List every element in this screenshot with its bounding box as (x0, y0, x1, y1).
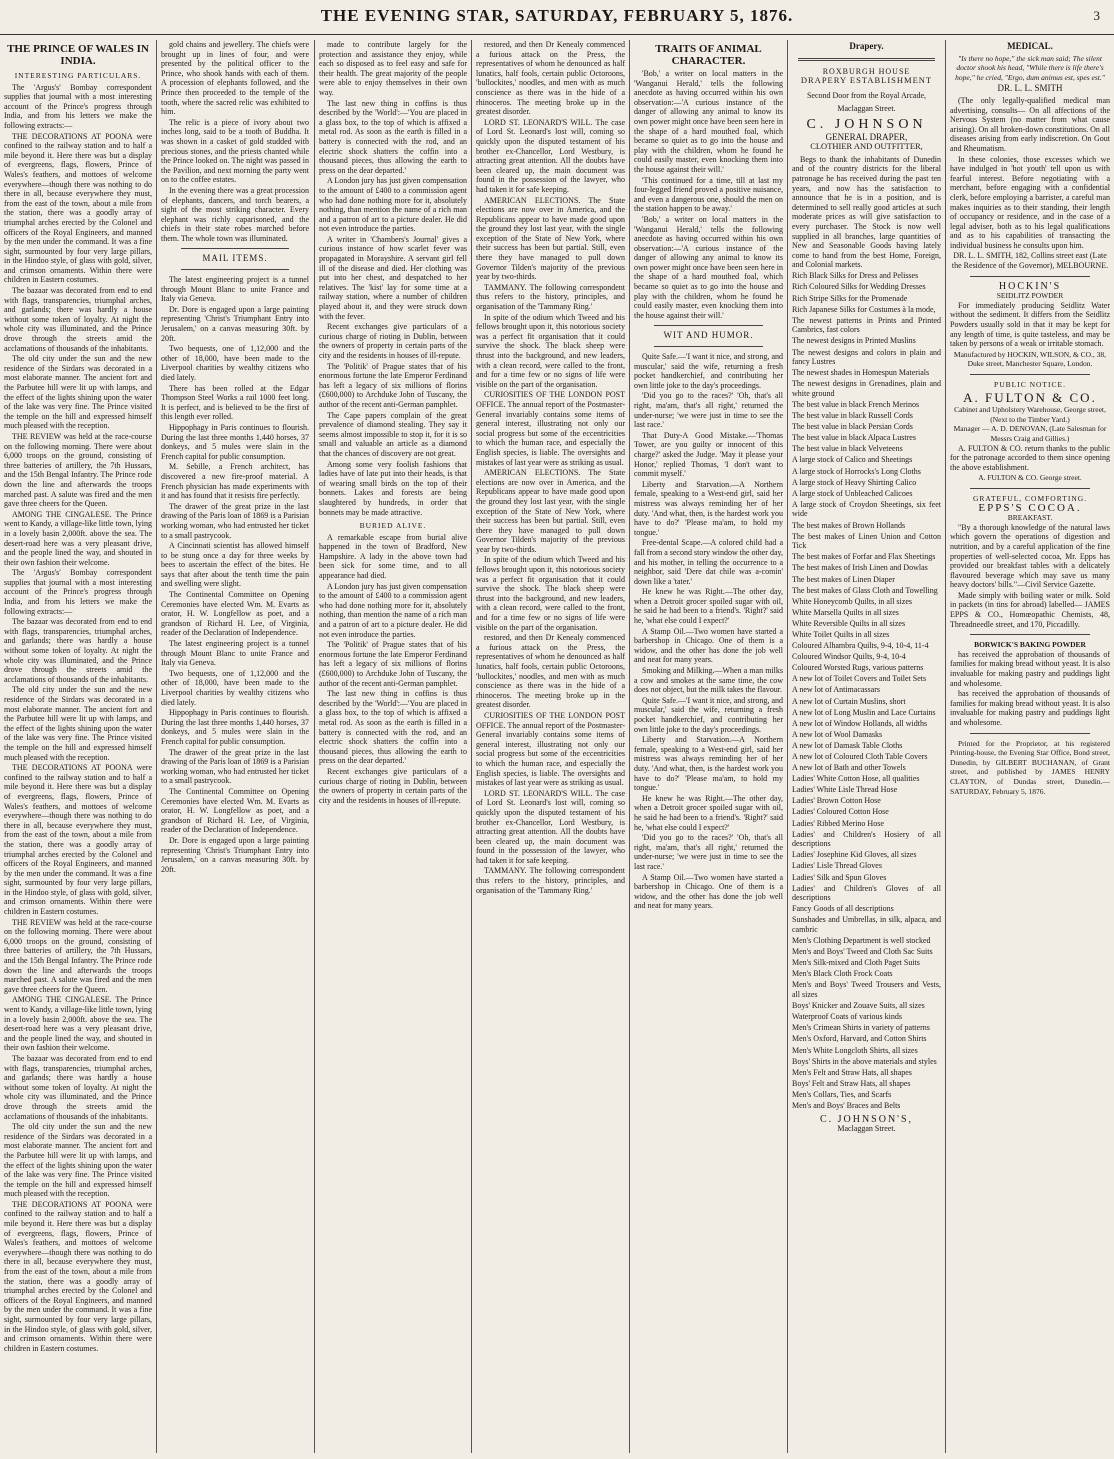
trade-line-2: CLOTHIER AND OUTFITTER, (810, 141, 923, 152)
paragraph: restored, and then Dr Kenealy commenced a furious attack on the Press, the representatives of whom he denounced as half lunatics, half fools, certain public Octoroons, 'bullockites,' noodles, and men with as much conscience as there was in the hide of a rhinoceros. The meeting broke up in the greatest disorder. (476, 40, 625, 117)
mail-item: M. Sebille, a French architect, has discovered a new fire-proof material. A French physician has made experiments with it and has found that it resists fire perfectly. (161, 462, 309, 501)
goods-item: The best value in black Velveteens (792, 444, 903, 454)
cocoa-heading: GRATEFUL, COMFORTING. (972, 493, 1088, 503)
mail-item: Dr. Dore is engaged upon a large painting representing 'Christ's Triumphant Entry into Jerusalem,' on a canvas measuring 30ft. by 20ft. (161, 835, 309, 874)
goods-list (792, 271, 941, 1110)
column-medical-notices (950, 40, 1110, 1453)
goods-item: The best makes of Linen Diaper (792, 574, 895, 584)
mail-item: Hippophagy in Paris continues to flourish. During the last three months 1,440 horses, 37 donkeys, and 5 mules were slain in the French capital for public consumption. (161, 708, 309, 746)
footer-name: C. JOHNSON'S, (819, 1113, 914, 1125)
goods-item: Ladies' Silk and Spun Gloves (792, 872, 887, 882)
paragraph: A remarkable escape from burial alive happened in the town of Bradford, New Hampshire. A lady in the above town had been sick for some time, and to all appearance had died. (319, 532, 467, 581)
mail-item: Two bequests, one of 1,12,000 and the other of 18,000, have been made to the Liverpool charities by wealthy citizens who died lately. (161, 668, 309, 707)
goods-item: The best makes of Glass Cloth and Towelling (792, 585, 938, 595)
goods-item: The newest patterns in Prints and Printed Cambrics, fast colors (792, 315, 941, 335)
goods-item: Men's and Boys' Tweed and Cloth Sac Suits (792, 947, 933, 957)
paragraph: 'This continued for a time, till at last my four-legged friend proved a positive nuisance, and even a dangerous one, should the men on the station happen to be away.' (634, 175, 783, 214)
paragraph: The relic is a piece of ivory about two inches long, said to be a tooth of Buddha. It was shown in a casket of gold studded with precious stones, and the priests chanted while the Prince looked on. The night was passed in the Pavilion, and next morning the party went on to the coffee estates. (161, 117, 309, 185)
cocoa-subtitle: BREAKFAST. (1007, 513, 1053, 523)
goods-item: A new lot of Window Hollands, all widths (792, 718, 928, 728)
mail-item: Two bequests, one of 1,12,000 and the other of 18,000, have been made to the Liverpool charities by wealthy citizens who died lately. (161, 344, 309, 382)
goods-item: The best value in black Russell Cords (792, 411, 913, 421)
goods-item: A large stock of Calico and Sheetings (792, 455, 913, 465)
goods-item: Boys' Felt and Straw Hats, all shapes (792, 1078, 911, 1088)
divider (970, 634, 1090, 635)
paragraph: The 'Politik' of Prague states that of his enormous fortune the late Emperor Ferdinand has left a legacy of six millions of florins (£600,000) to Archduke John of Tuscany, the author of the recent anti-German pamphlet. (319, 361, 467, 409)
paragraph: A London jury has just given compensation to the amount of £400 to a commission agent who had done nothing more for it, absolutely nothing, than mention the name of a rich man and a patron of art to a picture dealer. He did not even introduce the parties. (319, 176, 467, 234)
goods-item: A large stock of Croydon Sheetings, six feet wide (792, 499, 941, 519)
divider (654, 325, 763, 326)
goods-item: Men's Black Cloth Frock Coats (792, 969, 893, 979)
paragraph: made to contribute largely for the protection and assistance they enjoy, while each so disposed as to feel easy and safe for their health. The great majority of the people were able to enjoy themselves in their own way. (319, 40, 467, 97)
goods-item: Men's Silk-mixed and Cloth Paget Suits (792, 958, 920, 968)
paragraph: 'Bob,' a writer on local matters in the 'Wanganui Herald,' tells the following anecdote as having occurred within his own observation:—'A curious instance of the danger of allowing any animal to know its own power might once have been seen here in the shape of a hard mouthed foal, which became so quiet as to go into the house and play with the children, whom he found he could easily master, even knocking them into the house against their will.' (634, 69, 783, 174)
paragraph: THE DECORATIONS AT POONA were confined to the railway station and to half a mile beyond it. Here there was but a display of evergreens, flags, flowers, Prince of Wales's feathers, and mottoes of welcome everywhere—though there was nothing to do there in all, because everywhere they must, from the east of the town, about a mile from the station, there was a goodly array of triumphal arches erected by the Colonel and officers of the Royal Engineers, and manned by the men under the command. It was a fine sight, surmounted by four very large pillars, in the Hindoo style, of glass with gold, silver, and crimson ornaments. Within there were children in Eastern costumes. (4, 1199, 152, 1353)
shop-street: Maclaggan Street. (837, 104, 896, 114)
divider (970, 733, 1090, 734)
joke: Free-dental Scape.—A colored child had a fall from a second story window the other day, and his mother, in telling the occurrence to a neighbor, said 'Dere dat chile was a-comin' down like a 'tater.' (634, 538, 783, 586)
goods-item: Coloured Alhambra Quilts, 9-4, 10-4, 11-4 (792, 641, 929, 651)
mail-item: The drawer of the great prize in the last drawing of the Paris loan of 1869 is a Parisian working woman, who had entrusted her ticket to a small pastrycook. (161, 501, 309, 540)
goods-item: Ladies' Brown Cotton Hose (792, 796, 881, 806)
paragraph: 'Bob,' a writer on local matters in the 'Wanganui Herald,' tells the following anecdote as having occurred within his own observation:—'A curious instance of the danger of allowing any animal to know its own power might once have been seen here in the shape of a hard mouthed foal, which became so quiet as to go into the house and play with the children, whom he found he could easily master, even knocking them into the house against their will.' (634, 214, 783, 320)
goods-item: Men's White Longcloth Shirts, all sizes (792, 1045, 918, 1055)
doctor-name: DR. L. L. SMITH (997, 83, 1063, 94)
column-mail-items (161, 40, 309, 1453)
paragraph: In spite of the odium which Tweed and his fellows brought upon it, this notorious society was a perfect fit organisation that it could survive the shock. The black sheep were thrust into the background, and new leaders, with a clean record, were called to the front, and for a time few or no signs of life were visible on the part of the organisation. (476, 312, 625, 389)
page-number: 3 (1093, 8, 1100, 23)
column-rule (156, 40, 157, 1453)
doctor-address: DR. L. L. SMITH, 182, Collins street east (Late the Residence of the Governor), MELBOURNE. (951, 251, 1109, 271)
hockin-maker: Manufactured by HOCKIN, WILSON, & CO., 38, Duke street, Manchester Square, London. (953, 349, 1107, 369)
goods-item: A large stock of Heavy Shirting Calico (792, 477, 917, 487)
paragraph: AMONG THE CINGALESE. The Prince went to Kandy, a village-like little town, lying in a lovely basin 2,000ft. above the sea. The desert-road here was a very pleasant drive, and the people lined the way, and shouted in their own fashion their welcome. (4, 995, 152, 1053)
goods-item: A large stock of Unbleached Calicoes (792, 488, 913, 498)
goods-item: A new lot of Antimacassars (792, 685, 880, 695)
goods-item: A new lot of Damask Table Cloths (792, 740, 903, 750)
borwick-text: has received the approbation of thousands of families for making bread without yeast. It is also invaluable for making pastry and puddings light and wholesome. (950, 649, 1110, 688)
goods-item: The best makes of Linen Union and Cotton Tick (792, 531, 941, 551)
goods-item: Sunshades and Umbrellas, in silk, alpaca, and cambric (792, 915, 941, 934)
goods-item: Ladies' Coloured Cotton Hose (792, 807, 889, 817)
goods-item: Boys' Knicker and Zouave Suits, all sizes (792, 1001, 925, 1011)
goods-item: A large stock of Horrocks's Long Cloths (792, 466, 921, 476)
doctor-description: (The only legally-qualified medical man advertising, consults— On all affections of the Nervous System (no matter from what cause arising). On all broken-down constitutions. On all diseases arising from early indiscretion. On Gout and Rheumatism. (950, 95, 1110, 153)
paragraph: LORD ST. LEONARD'S WILL. The case of Lord St. Leonard's lost will, coming so quickly upon the disputed testament of his brother ex-Chancellor, Lord Westbury, is attracting great attention. All the doubts have been cleared up, the main document was found in the possession of the lawyer, who had taken it for safe keeping. (476, 788, 625, 865)
goods-item: The best makes of Forfar and Flax Sheetings (792, 552, 936, 562)
borwick-text: has received the approbation of thousands of families for making bread without yeast. It is also invaluable for making pastry and puddings light and wholesome. (950, 689, 1110, 727)
goods-item: Rich Coloured Silks for Wedding Dresses (792, 282, 926, 292)
paragraph: restored, and then Dr Kenealy commenced a furious attack on the Press, the representatives of whom he denounced as half lunatics, half fools, certain public Octoroons, 'bullockites,' noodles, and men with as much conscience as there was in the hide of a rhinoceros. The meeting broke up in the greatest disorder. (476, 633, 625, 710)
mail-item: Dr. Dore is engaged upon a large painting representing 'Christ's Triumphant Entry into Jerusalem,' on a canvas measuring 30ft. by 20ft. (161, 304, 309, 343)
goods-item: Ladies' White Lisle Thread Hose (792, 785, 898, 795)
goods-item: The newest shades in Homespun Materials (792, 368, 930, 378)
column-rule (471, 40, 472, 1453)
column-prince-of-wales (4, 40, 152, 1453)
goods-item: Ladies' and Children's Hosiery of all descriptions (792, 829, 941, 849)
shop-address: Second Door from the Royal Arcade, (806, 90, 927, 100)
goods-item: Ladies' Ribbed Merino Hose (792, 818, 884, 828)
paragraph: THE REVIEW was held at the race-course on the following morning. There were about 6,000 troops on the ground, consisting of three batteries of artillery, the 7th Hussars, and the 15th Bengal Infantry. The Prince rode down the line and afterwards the troops marched past. A salute was fired and the men gave three cheers for the Queen. (4, 431, 152, 509)
mail-item: The latest engineering project is a tunnel through Mount Blanc to unite France and Italy via Geneva. (161, 639, 309, 668)
paragraph: Among some very foolish fashions that ladies have of late put into their heads, is that of wearing small birds on the top of their bonnets. Lakes and forests are being slaughtered by hundreds, in order that bonnets may be made attractive. (319, 459, 467, 517)
trade-line-1: GENERAL DRAPER, (825, 131, 908, 142)
goods-item: The newest designs in Grenadines, plain and white ground (792, 379, 941, 398)
joke: Quite Safe.—'I want it nice, and strong, and muscular,' said the wife, returning a fresh pocket handkerchief, and contributing her own little joke to the day's proceedings. (634, 695, 783, 734)
paragraph: CURIOSITIES OF THE LONDON POST OFFICE. The annual report of the Postmaster-General invariably contains some items of general interest, illustrating not only our social progress but some of the eccentricities to which the human race, and especially the English species, is liable. The oversights and mistakes of last year were as striking as usual. (476, 710, 625, 788)
goods-item: Rich Japanese Silks for Costumes à la mode, (792, 304, 936, 314)
column-news-2 (476, 40, 625, 1453)
article-subtitle: INTERESTING PARTICULARS. (14, 71, 142, 80)
goods-item: Men's and Boys' Braces and Belts (792, 1101, 901, 1110)
goods-item: Men's and Boys' Tweed Trousers and Vests, all sizes (792, 980, 941, 1000)
paragraph: AMERICAN ELECTIONS. The State elections are now over in America, and the Republicans appear to have made good upon the ground they lost last year, with the single exception of the State of New York, where their success has been but partial. Still, even there they have managed to pull down Governor Tilden's majority of the previous year by two-thirds. (476, 195, 625, 282)
mail-item: Hippophagy in Paris continues to flourish. During the last three months 1,440 horses, 37 donkeys, and 5 mules were slain in the French capital for public consumption. (161, 422, 309, 461)
goods-item: Coloured Windsor Quilts, 9-4, 10-4 (792, 652, 906, 662)
article-title: THE PRINCE OF WALES IN INDIA. (7, 43, 149, 67)
paragraph: The bazaar was decorated from end to end with flags, transparencies, triumphal arches, and garlands; there was hardly a house without some token of loyalty. At night the whole city was illuminated, and the Prince drove through the streets amid the acclamations of thousands of the inhabitants. (4, 286, 152, 353)
divider (970, 488, 1090, 489)
goods-item: Men's Felt and Straw Hats, all shapes (792, 1067, 912, 1077)
divider (798, 58, 935, 61)
paragraph: The Cape papers complain of the great prevalence of diamond stealing. They say it seems almost impossible to stop it, for it is so small and valuable an article as a diamond that the chances of discovery are not great. (319, 410, 467, 458)
divider (181, 269, 289, 270)
section-title: MAIL ITEMS. (202, 253, 268, 264)
joke: Liberty and Starvation.—A Northern female, speaking to a West-end girl, said her mistress was always reminding her of her duty. 'And what, then, is the hardest work you have to do?' 'Please ma'am, to hold my tongue.' (634, 735, 783, 793)
joke: Smoking and Milking.—When a man milks a cow and smokes at the same time, the cow does not object, but the milk takes the flavour. (634, 666, 783, 695)
article-title: TRAITS OF ANIMAL CHARACTER. (655, 43, 762, 67)
advert-category: MEDICAL. (1007, 41, 1053, 51)
goods-item: The newest designs and colors in plain and fancy Lustres (792, 347, 941, 367)
goods-item: Fancy Goods of all descriptions (792, 904, 894, 914)
hockin-title: HOCKIN'S (998, 280, 1062, 292)
paragraph: The bazaar was decorated from end to end with flags, transparencies, triumphal arches, and garlands; there was hardly a house without some token of loyalty. At night the whole city was illuminated, and the Prince drove through the streets amid the acclamations of thousands of the inhabitants. (4, 617, 152, 684)
joke: 'Did you go to the races?' 'Oh, that's all right, ma'am, that's all right,' returned the under-nurse; 'we were just in time to see the last race.' (634, 833, 783, 871)
joke: He knew he was Right.—The other day, when a Detroit grocer spoiled sugar with oil, he said he had been to a friend's. 'Right?' said he, 'what else could I expect?' (634, 793, 783, 832)
cocoa-text: "By a thorough knowledge of the natural laws which govern the operations of digestion and nutrition, and by a careful application of the fine properties of well-selected cocoa, Mr. Epps has provided our breakfast tables with a delicately flavoured beverage which may save us many heavy doctors' bills."—Civil Service Gazette. (950, 522, 1110, 590)
notice-title: PUBLIC NOTICE. (994, 380, 1066, 389)
mail-item: The Continental Committee on Opening Ceremonies have elected Wm. M. Evarts as orator, H. W. Longfellow as poet, and a grandson of Richard H. Lee, of Virginia, reader of the Declaration of Independence. (161, 786, 309, 835)
subheading: BURIED ALIVE. (359, 521, 427, 531)
shop-type: DRAPERY ESTABLISHMENT (800, 75, 933, 86)
goods-item: The best makes of Brown Hollands (792, 520, 906, 530)
goods-item: A new lot of Coloured Cloth Table Covers (792, 752, 928, 761)
goods-item: White Toilet Quilts in all sizes (792, 629, 890, 639)
paragraph: In the evening there was a great procession of elephants, dancers, and torch bearers, a sight of the most striking character. Every elephant was richly caparisoned, and the chiefs in their state robes marched before them. The whole town was illuminated. (161, 185, 309, 243)
joke: 'Did you go to the races?' 'Oh, that's all right, ma'am, that's all right,' returned the under-nurse; 'we were just in time to see the last race.' (634, 391, 783, 430)
goods-item: A new lot of Wool Damasks (792, 729, 883, 739)
newspaper-title: THE EVENING STAR, SATURDAY, FEBRUARY 5, 1876. (320, 6, 794, 25)
medical-verse: "Is there no hope," the sick man said; The silent doctor shook his head, "While there is life there's hope," he cried, "Ergo, dum animus est, spes est." (955, 53, 1105, 82)
goods-item: A new lot of Bath and other Towels (792, 763, 906, 773)
paragraph: THE DECORATIONS AT POONA were confined to the railway station and to half a mile beyond it. Here there was but a display of evergreens, flags, flowers, Prince of Wales's feathers, and mottoes of welcome everywhere—though there was nothing to do there in all, because everywhere they must, from the east of the town, about a mile from the station, there was a goodly array of triumphal arches erected by the Colonel and officers of the Royal Engineers, and manned by the men under the command. It was a fine sight, surmounted by four very large pillars, in the Hindoo style, of glass with gold, silver, and crimson ornaments. Within there were children in Eastern costumes. (4, 131, 152, 285)
goods-item: Men's Collars, Ties, and Scarfs (792, 1089, 892, 1099)
paragraph: The bazaar was decorated from end to end with flags, transparencies, triumphal arches, and garlands; there was hardly a house without some token of loyalty. At night the whole city was illuminated, and the Prince drove through the streets amid the acclamations of thousands of the inhabitants. (4, 1053, 152, 1121)
goods-item: Waterproof Coats of various kinds (792, 1012, 902, 1022)
goods-item: Men's Crimean Shirts in variety of patterns (792, 1023, 930, 1033)
paragraph: LORD ST. LEONARD'S WILL. The case of Lord St. Leonard's lost will, coming so quickly upon the disputed testament of his brother ex-Chancellor, Lord Westbury, is attracting great attention. All the doubts have been cleared up, the main document was found in the possession of the lawyer, who had taken it for safe keeping. (476, 117, 625, 194)
goods-item: Men's Clothing Department is well stocked (792, 936, 931, 946)
advert-intro: Begs to thank the inhabitants of Dunedin and of the country districts for the liberal patronage he has received during the past ten years, and now has the satisfaction to announce that he is in a position, and is determined to sell really good articles at such moderate prices as will give satisfaction to every purchaser. The Stock is now well supplied in all branches, large quantities of New and Seasonable Goods having lately come to hand from the best Home, Foreign, and Colonial markets. (792, 154, 941, 270)
goods-item: Ladies' and Children's Gloves of all descriptions (792, 883, 941, 903)
mail-item: A Cincinnati scientist has allowed himself to be stung once a day for three weeks by bees to ascertain the effect of the bites. He says that after about the tenth time the pain and swelling were slight. (161, 541, 309, 589)
proprietor-name: C. JOHNSON (806, 116, 927, 132)
goods-item: Men's Oxford, Harvard, and Cotton Shirts (792, 1034, 927, 1044)
divider (970, 276, 1090, 277)
paragraph: AMERICAN ELECTIONS. The State elections are now over in America, and the Republicans appear to have made good upon the ground they lost last year, with the single exception of the State of New York, where their success has been but partial. Still, even there they have managed to pull down Governor Tilden's majority of the previous year by two-thirds. (476, 468, 625, 554)
column-news (319, 40, 467, 1453)
paragraph: The 'Argus's' Bombay correspondent supplies that journal with a most interesting account of the Prince's progress through India, and from his letters we make the following extracts:— (4, 82, 152, 130)
paragraph: AMONG THE CINGALESE. The Prince went to Kandy, a village-like little town, lying in a lovely basin 2,000ft. above the sea. The desert-road here was a very pleasant drive, and the people lined the way, and shouted in their own fashion their welcome. (4, 509, 152, 567)
paragraph: The 'Argus's' Bombay correspondent supplies that journal with a most interesting account of the Prince's progress through India, and from his letters we make the following extracts:— (4, 568, 152, 616)
masthead (0, 0, 1114, 35)
printer-imprint: Printed for the Proprietor, at his registered Printing-house, the Evening Star Office, Bond street, Dunedin, by GILBERT BUCHANAN, of Grant street, and published by JAMES HENRY CLAYTON, of Dundas street, Dunedin.—SATURDAY, February 5, 1876. (950, 738, 1110, 796)
hockin-subtitle: SEIDLITZ POWDER (996, 291, 1064, 301)
paragraph: The last new thing in coffins is thus described by the 'World':—'You are placed in a glass box, to the top of which is affixed a metal rod. As soon as the earth is filled in a battery is connected with the rod, and an electric shock shatters the coffin into a thousand pieces, thus allowing the earth to press on the dear departed.' (319, 689, 467, 766)
goods-item: The best makes of Irish Linen and Dowlas (792, 563, 928, 573)
paragraph: TAMMANY. The following correspondent thus refers to the history, principles, and organisation of the 'Tammany Ring.' (476, 866, 625, 895)
mail-item: The drawer of the great prize in the last drawing of the Paris loan of 1869 is a Parisian working woman, who had entrusted her ticket to a small pastrycook. (161, 747, 309, 786)
goods-item: Ladies' Lisle Thread Gloves (792, 861, 882, 871)
goods-item: White Marsella Quilts in all sizes (792, 607, 899, 617)
section-title: WIT AND HUMOR. (663, 330, 754, 341)
column-animal-wit (634, 40, 783, 1453)
paragraph: THE REVIEW was held at the race-course on the following morning. There were about 6,000 troops on the ground, consisting of three batteries of artillery, the 7th Hussars, and the 15th Bengal Infantry. The Prince rode down the line and afterwards the troops marched past. A salute was fired and the men gave three cheers for the Queen. (4, 917, 152, 994)
joke: Liberty and Starvation.—A Northern female, speaking to a West-end girl, said her mistress was always reminding her of her duty. 'And what, then, is the hardest work you have to do?' 'Please ma'am, to hold my tongue.' (634, 479, 783, 537)
shop-name: ROXBURGH HOUSE (822, 66, 911, 76)
column-rule (629, 40, 630, 1453)
goods-item: Ladies' White Cotton Hose, all qualities (792, 774, 920, 784)
fulton-manager: Manager — A. D. DENOVAN, (Late Salesman for Messrs Craig and Gillies.) (953, 424, 1107, 443)
goods-item: Rich Stripe Silks for the Promenade (792, 293, 908, 303)
footer-address: Maclaggan Street. (837, 1124, 896, 1134)
goods-item: A new lot of Long Muslin and Lace Curtains (792, 707, 936, 717)
divider (181, 248, 289, 249)
paragraph: A writer in 'Chambers's Journal' gives a curious instance of how scarlet fever was propagated in Morayshire. A servant girl fell ill of the disease and died. Her clothing was put into her chest, and despatched to her relatives. The 'kist' lay for some time at a railway station, where a number of children played about it, and they were struck down with the fever. (319, 234, 467, 321)
paragraph: A London jury has just given compensation to the amount of £400 to a commission agent who had done nothing more for it, absolutely nothing, than mention the name of a rich man and a patron of art to a picture dealer. He did not even introduce the parties. (319, 581, 467, 639)
mail-item: The Continental Committee on Opening Ceremonies have elected Wm. M. Evarts as orator, H. W. Longfellow as poet, and a grandson of Richard H. Lee, of Virginia, reader of the Declaration of Independence. (161, 590, 309, 638)
column-rule (787, 40, 788, 1453)
column-drapery-advert (792, 40, 941, 1453)
fulton-name: A. FULTON & CO. (963, 389, 1097, 405)
goods-item: The best value in black Persian Cords (792, 422, 913, 432)
goods-item: Rich Black Silks for Dress and Pelisses (792, 271, 919, 281)
mail-item: The latest engineering project is a tunnel through Mount Blanc to unite France and Italy via Geneva. (161, 275, 309, 304)
fulton-text: A. FULTON & CO. return thanks to the public for the patronage accorded to them since opening the above establishment. (950, 443, 1110, 472)
goods-item: The best value in black French Merinos (792, 400, 920, 409)
hockin-text: For immediately producing Seidlitz Water without the sediment. It differs from the Seidlitz Powders usually sold in that it may be kept for any length of time, is quite tasteless, and may be taken by persons of a weak or irritable stomach. (950, 300, 1110, 349)
paragraph: The old city under the sun and the new residence of the Sirdars was decorated in a most elaborate manner. The ancient fort and the Parbutee hill were lit up with lamps, and the effect of the lights shining upon the water of the lake was very fine. The Prince visited the temple on the hill and expressed himself much pleased with the reception. (4, 685, 152, 762)
joke: He knew he was Right.—The other day, when a Detroit grocer spoiled sugar with oil, he said he had been to a friend's. 'Right?' said he, 'what else could I expect?' (634, 587, 783, 626)
goods-item: Boys' Shirts in the above materials and styles (792, 1056, 937, 1066)
goods-item: White Honeycomb Quilts, in all sizes (792, 596, 912, 606)
paragraph: CURIOSITIES OF THE LONDON POST OFFICE. The annual report of the Postmaster-General invariably contains some items of general interest, illustrating not only our social progress but some of the eccentricities to which the human race, and especially the English species, is liable. The oversights and mistakes of last year were as striking as usual. (476, 390, 625, 467)
paragraph: The old city under the sun and the new residence of the Sirdars was decorated in a most elaborate manner. The ancient fort and the Parbutee hill were lit up with lamps, and the effect of the lights shining upon the water of the lake was very fine. The Prince visited the temple on the hill and expressed himself much pleased with the reception. (4, 354, 152, 431)
paragraph: Recent exchanges give particulars of a curious charge of rioting in Dublin, between the owners of property in certain parts of the city and the residents in houses of ill-repute. (319, 766, 467, 805)
goods-item: A new lot of Curtain Muslins, short (792, 696, 906, 706)
paragraph: gold chains and jewellery. The chiefs were brought up in lines of four, and were presented by the political officer to the Prince, who shook hands with each of them. A procession of elephants followed, and the Prince then proceeded to the temple of the tooth, where the sacred relic was exhibited to him. (161, 40, 309, 117)
advert-category: Drapery. (849, 41, 884, 51)
joke: A Stamp Oil.—Two women have started a barbershop in Chicago. One of them is a widow, and the other has done the job well and neat for many years. (634, 626, 783, 665)
goods-item: A new lot of Toilet Covers and Toilet Sets (792, 674, 927, 684)
cocoa-label: Made simply with boiling water or milk. Sold in packets (in tins for abroad) labelled— JAMES EPPS & CO., Homœopathic Chemists, 48, Threadneedle street, and 170, Piccadilly. (950, 590, 1110, 629)
divider (970, 374, 1090, 375)
goods-item: Coloured Worsted Rugs, various patterns (792, 663, 924, 673)
borwick-title: BORWICK'S BAKING POWDER (974, 640, 1086, 650)
paragraph: The 'Politik' of Prague states that of his enormous fortune the late Emperor Ferdinand has left a legacy of six millions of florins (£600,000) to Archduke John of Tuscany, the author of the recent anti-German pamphlet. (319, 640, 467, 688)
goods-item: White Reversible Quilts in all sizes (792, 618, 906, 628)
column-rule (945, 40, 946, 1453)
paragraph: TAMMANY. The following correspondent thus refers to the history, principles, and organisation of the 'Tammany Ring.' (476, 282, 625, 312)
goods-item: The newest designs in Printed Muslins (792, 336, 916, 346)
fulton-signature: A. FULTON & CO. George street. (978, 473, 1082, 483)
goods-item: The best value in black Alpaca Lustres (792, 433, 916, 443)
joke: A Stamp Oil.—Two women have started a barbershop in Chicago. One of them is a widow, and the other has done the job well and neat for many years. (634, 872, 783, 911)
paragraph: The last new thing in coffins is thus described by the 'World':—'You are placed in a glass box, to the top of which is affixed a metal rod. As soon as the earth is filled in a battery is connected with the rod, and an electric shock shatters the coffin into a thousand pieces, thus allowing the earth to press on the dear departed.' (319, 98, 467, 175)
joke: Quite Safe.—'I want it nice, and strong, and muscular,' said the wife, returning a fresh pocket handkerchief, and contributing her own little joke to the day's proceedings. (634, 352, 783, 390)
fulton-subtitle: Cabinet and Upholstery Warehouse, George street, (Next to the Timber Yard.) (954, 405, 1106, 424)
goods-item: Ladies' Josephine Kid Gloves, all sizes (792, 850, 917, 860)
doctor-paragraph: In these colonies, those excesses which we have indulged in 'hot youth' tell upon us with fearful interest. Before negotiating with a merchant, before engaging with a confidential clerk, before employing a barrister, a careful man makes inquiries as to their standing, their length of occupancy or residence, and in the case of a legal adviser, both as to his legal qualifications and as to his capabilities of transacting the individual business he consults upon him. (950, 154, 1110, 250)
mail-item: There has been rolled at the Edgar Thompson Steel Works a rail 1000 feet long. It is perfect, and is believed to be the first of this length ever rolled. (161, 383, 309, 422)
paragraph: The old city under the sun and the new residence of the Sirdars was decorated in a most elaborate manner. The ancient fort and the Parbutee hill were lit up with lamps, and the effect of the lights shining upon the water of the lake was very fine. The Prince visited the temple on the hill and expressed himself much pleased with the reception. (4, 1122, 152, 1199)
column-rule (314, 40, 315, 1453)
paragraph: THE DECORATIONS AT POONA were confined to the railway station and to half a mile beyond it. Here there was but a display of evergreens, flags, flowers, Prince of Wales's feathers, and mottoes of welcome everywhere—though there was nothing to do there in all, because everywhere they must, from the east of the town, about a mile from the station, there was a goodly array of triumphal arches erected by the Colonel and officers of the Royal Engineers, and manned by the men under the command. It was a fine sight, surmounted by four very large pillars, in the Hindoo style, of glass with gold, silver, and crimson ornaments. Within there were children in Eastern costumes. (4, 763, 152, 917)
paragraph: In spite of the odium which Tweed and his fellows brought upon it, this notorious society was a perfect fit organisation that it could survive the shock. The black sheep were thrust into the background, and new leaders, with a clean record, were called to the front, and for a time few or no signs of life were visible on the part of the organisation. (476, 555, 625, 632)
divider (654, 346, 763, 347)
cocoa-title: EPPS'S COCOA. (978, 501, 1082, 514)
paragraph: Recent exchanges give particulars of a curious charge of rioting in Dublin, between the owners of property in certain parts of the city and the residents in houses of ill-repute. (319, 322, 467, 360)
joke: That Duty-A Good Mistake.—'Thomas Tower, are you guilty or innocent of this charge?' asked the Judge. 'May it please your Honor,' replied Thomas, 'I don't want to commit myself.' (634, 430, 783, 479)
